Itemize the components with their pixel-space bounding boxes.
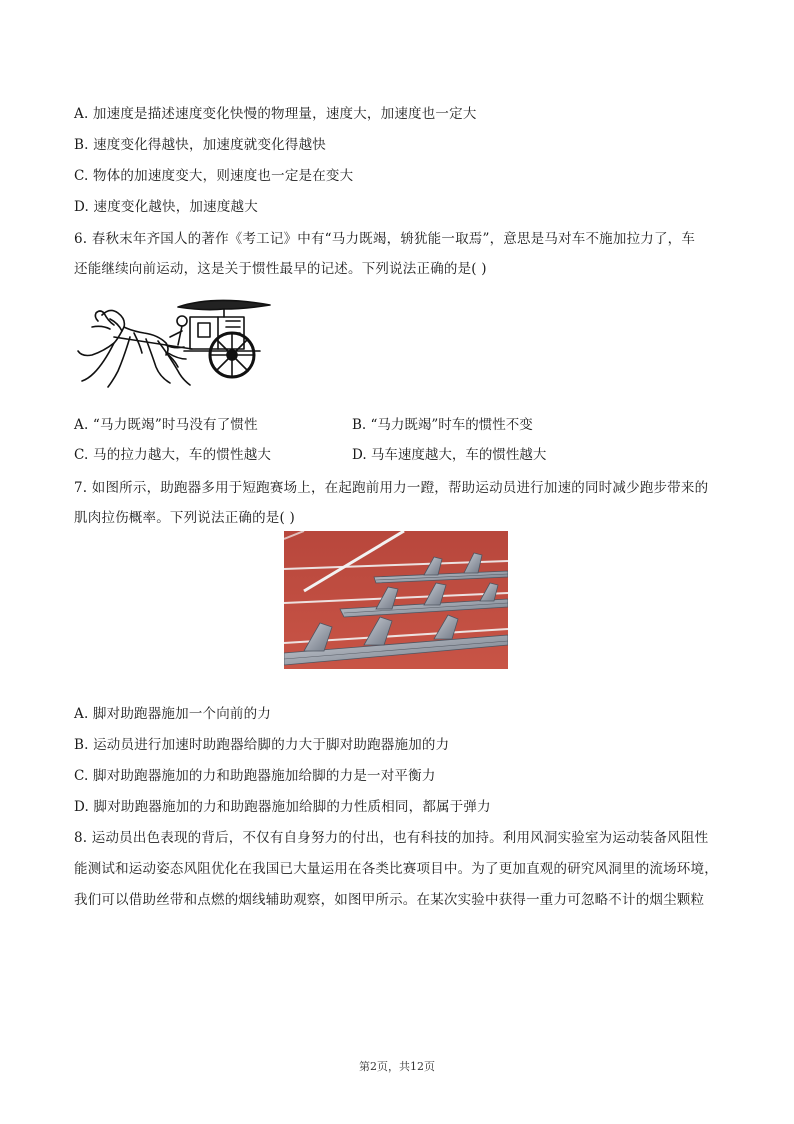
starting-blocks-photo [284, 531, 508, 669]
chariot-illustration [74, 293, 274, 403]
q5-option-d: D. 速度变化越快，加速度越大 [74, 199, 258, 215]
q7-option-d: D. 脚对助跑器施加的力和助跑器施加给脚的力性质相同，都属于弹力 [74, 799, 491, 815]
q6-option-c: C. 马的拉力越大，车的惯性越大 [74, 447, 272, 463]
q6-stem-line-1: 6. 春秋末年齐国人的著作《考工记》中有“马力既竭，辀犹能一取焉”，意思是马对车不施加拉力了，车 [74, 231, 696, 247]
q5-option-c: C. 物体的加速度变大，则速度也一定是在变大 [74, 168, 354, 184]
q7-option-a: A. 脚对助跑器施加一个向前的力 [74, 706, 272, 722]
q6-option-d: D. 马车速度越大，车的惯性越大 [352, 447, 547, 463]
q5-option-b: B. 速度变化得越快，加速度就变化得越快 [74, 137, 327, 153]
page-footer: 第2页，共12页 [359, 1060, 435, 1073]
q7-option-b: B. 运动员进行加速时助跑器给脚的力大于脚对助跑器施加的力 [74, 737, 450, 753]
q6-option-b: B. “马力既竭”时车的惯性不变 [352, 417, 533, 433]
q6-stem-line-2: 还能继续向前运动，这是关于惯性最早的记述。下列说法正确的是( ) [74, 261, 487, 277]
q8-stem-line-3: 我们可以借助丝带和点燃的烟线辅助观察，如图甲所示。在某次实验中获得一重力可忽略不计的烟尘颗粒 [74, 892, 705, 908]
q7-stem-line-1: 7. 如图所示，助跑器多用于短跑赛场上，在起跑前用力一蹬，帮助运动员进行加速的同时减少跑步带来的 [74, 480, 709, 496]
q7-option-c: C. 脚对助跑器施加的力和助跑器施加给脚的力是一对平衡力 [74, 768, 436, 784]
q7-stem-line-2: 肌肉拉伤概率。下列说法正确的是( ) [74, 510, 295, 526]
q6-option-a: A. “马力既竭”时马没有了惯性 [74, 417, 258, 433]
q8-stem-line-2: 能测试和运动姿态风阻优化在我国已大量运用在各类比赛项目中。为了更加直观的研究风洞里的流场环境， [74, 861, 718, 877]
q8-stem-line-1: 8. 运动员出色表现的背后，不仅有自身努力的付出，也有科技的加持。利用风洞实验室为运动装备风阻性 [74, 830, 709, 846]
q5-option-a: A. 加速度是描述速度变化快慢的物理量，速度大，加速度也一定大 [74, 106, 477, 122]
